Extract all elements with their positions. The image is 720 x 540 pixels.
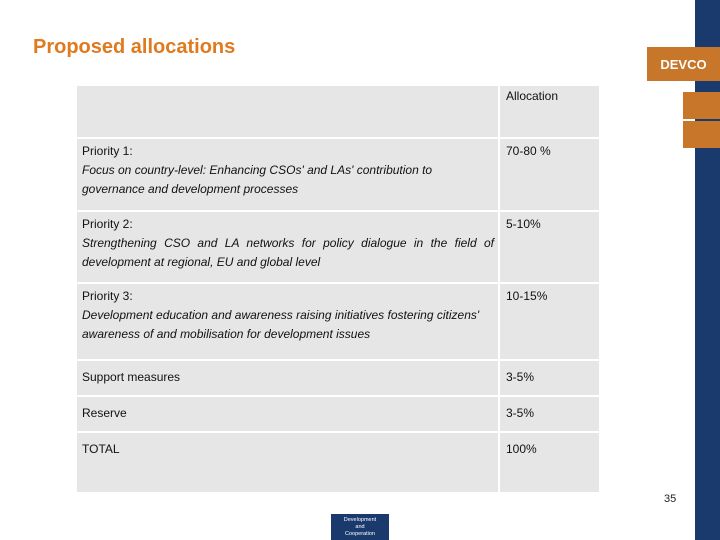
row-value-cell: 70-80 % [500, 139, 601, 212]
priority-label: Priority 1: [82, 144, 133, 158]
header-allocation-cell: Allocation [500, 86, 601, 139]
row-label-cell: TOTAL [77, 433, 500, 494]
row-label-cell: Reserve [77, 397, 500, 433]
priority-description: Strengthening CSO and LA networks for policy dialogue in the field of development at regional, EU and global level [82, 236, 494, 269]
table-row [77, 139, 601, 212]
table-row [77, 433, 601, 494]
allocation-table [77, 86, 601, 494]
priority-label: Priority 3: [82, 289, 133, 303]
row-value-cell: 5-10% [500, 212, 601, 284]
priority-label: Priority 2: [82, 217, 133, 231]
orange-decor-square [683, 121, 720, 148]
header-empty-cell [77, 86, 500, 139]
right-sidebar-bar [695, 0, 720, 540]
logo-line: Cooperation [345, 530, 375, 537]
row-label-cell [77, 212, 500, 284]
table-row [77, 284, 601, 361]
commission-logo [331, 514, 389, 540]
orange-decor-square [683, 92, 720, 119]
row-label-cell [77, 139, 500, 212]
priority-description: Development education and awareness raising initiatives fostering citizens' awareness of and mobilisation for development issues [82, 308, 480, 341]
logo-line: Development [343, 516, 377, 523]
row-value-cell: 3-5% [500, 397, 601, 433]
page-number: 35 [664, 493, 677, 505]
row-label-cell [77, 284, 500, 361]
table-row [77, 361, 601, 397]
slide-title: Proposed allocations [33, 36, 236, 58]
row-value-cell: 10-15% [500, 284, 601, 361]
table-row [77, 397, 601, 433]
table-row [77, 212, 601, 284]
row-value-cell: 3-5% [500, 361, 601, 397]
logo-line: and [355, 523, 365, 530]
devco-brand-label: DEVCO [647, 47, 720, 81]
table-header-row [77, 86, 601, 139]
priority-description: Focus on country-level: Enhancing CSOs' and LAs' contribution to governance and development processes [82, 163, 433, 196]
row-label-cell: Support measures [77, 361, 500, 397]
row-value-cell: 100% [500, 433, 601, 494]
